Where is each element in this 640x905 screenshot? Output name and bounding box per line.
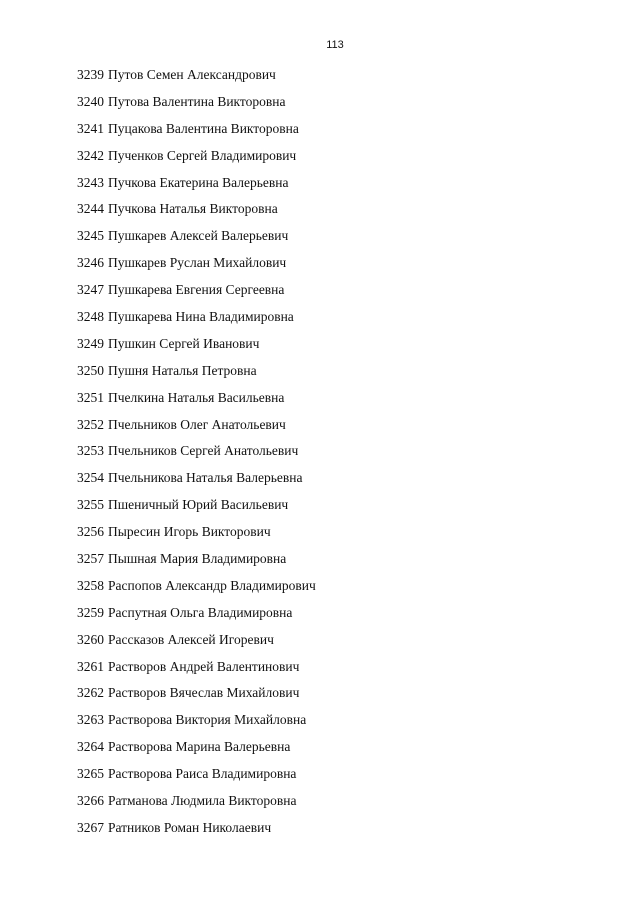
entry-name: Рассказов Алексей Игоревич <box>108 631 274 647</box>
entry-name: Пшеничный Юрий Васильевич <box>108 497 289 513</box>
list-item <box>77 791 316 818</box>
entry-name: Растворов Андрей Валентинович <box>108 658 300 674</box>
entry-number: 3247 <box>77 282 104 298</box>
entry-number: 3249 <box>77 335 104 351</box>
list-item <box>77 334 316 361</box>
entry-name: Пушкарев Алексей Валерьевич <box>108 228 289 244</box>
list-item <box>77 549 316 576</box>
entry-number: 3257 <box>77 551 104 567</box>
list-item <box>77 253 316 280</box>
entry-name: Пушкарев Руслан Михайлович <box>108 255 287 271</box>
list-item <box>77 173 316 200</box>
entry-number: 3242 <box>77 147 104 163</box>
list-item <box>77 199 316 226</box>
list-item <box>77 818 316 845</box>
entry-number: 3254 <box>77 470 104 486</box>
entry-name: Распопов Александр Владимирович <box>108 577 316 593</box>
entry-name: Пчелкина Наталья Васильевна <box>108 389 285 405</box>
list-item <box>77 441 316 468</box>
list-item <box>77 576 316 603</box>
entry-name: Растворова Виктория Михайловна <box>108 712 307 728</box>
entry-number: 3258 <box>77 577 104 593</box>
list-item <box>77 630 316 657</box>
list-item <box>77 683 316 710</box>
entry-number: 3245 <box>77 228 104 244</box>
list-item <box>77 603 316 630</box>
list-item <box>77 737 316 764</box>
entry-number: 3252 <box>77 416 104 432</box>
list-item <box>77 65 316 92</box>
entry-number: 3250 <box>77 362 104 378</box>
list-item <box>77 710 316 737</box>
entry-number: 3264 <box>77 739 104 755</box>
list-item <box>77 307 316 334</box>
entry-name: Пчельникова Наталья Валерьевна <box>108 470 303 486</box>
list-item <box>77 146 316 173</box>
entry-name: Пчельников Сергей Анатольевич <box>108 443 299 459</box>
list-item <box>77 522 316 549</box>
entry-number: 3265 <box>77 766 104 782</box>
list-item <box>77 468 316 495</box>
list-item <box>77 657 316 684</box>
entry-name: Путов Семен Александрович <box>108 67 276 82</box>
entry-name: Пыресин Игорь Викторович <box>108 524 271 540</box>
entry-name: Пушкарева Нина Владимировна <box>108 309 294 325</box>
entry-number: 3263 <box>77 712 104 728</box>
entry-number: 3241 <box>77 120 104 136</box>
list-item <box>77 415 316 442</box>
list-item <box>77 92 316 119</box>
entry-number: 3248 <box>77 309 104 325</box>
entry-name: Пученков Сергей Владимирович <box>108 147 297 163</box>
entry-name: Пчельников Олег Анатольевич <box>108 416 286 432</box>
entry-number: 3259 <box>77 604 104 620</box>
entry-number: 3267 <box>77 819 104 835</box>
entry-name: Пучкова Наталья Викторовна <box>108 201 278 217</box>
list-item <box>77 495 316 522</box>
entry-name: Пушня Наталья Петровна <box>108 362 257 378</box>
entry-name: Пушкин Сергей Иванович <box>108 335 260 351</box>
list-item <box>77 361 316 388</box>
entry-name: Пышная Мария Владимировна <box>108 551 287 567</box>
list-item <box>77 388 316 415</box>
entry-number: 3255 <box>77 497 104 513</box>
entry-number: 3253 <box>77 443 104 459</box>
entry-name: Растворов Вячеслав Михайлович <box>108 685 300 701</box>
entry-name: Распутная Ольга Владимировна <box>108 604 293 620</box>
entry-name: Путова Валентина Викторовна <box>108 93 286 109</box>
page-number: 113 <box>326 39 344 51</box>
entry-number: 3244 <box>77 201 104 217</box>
entry-number: 3251 <box>77 389 104 405</box>
list-item <box>77 764 316 791</box>
entry-number: 3261 <box>77 658 104 674</box>
list-item <box>77 280 316 307</box>
entry-name: Растворова Раиса Владимировна <box>108 766 297 782</box>
entry-number: 3246 <box>77 255 104 271</box>
list-item <box>77 226 316 253</box>
entry-number: 3262 <box>77 685 104 701</box>
entry-number: 3266 <box>77 793 104 809</box>
entry-number: 3243 <box>77 174 104 190</box>
list-item <box>77 119 316 146</box>
entry-number: 3260 <box>77 631 104 647</box>
entry-name: Ратманова Людмила Викторовна <box>108 793 297 809</box>
entry-name: Растворова Марина Валерьевна <box>108 739 291 755</box>
entry-number: 3240 <box>77 93 104 109</box>
entry-name: Пучкова Екатерина Валерьевна <box>108 174 289 190</box>
entry-name: Пушкарева Евгения Сергеевна <box>108 282 285 298</box>
name-list <box>77 65 316 845</box>
entry-number: 3239 <box>77 67 104 82</box>
entry-name: Пуцакова Валентина Викторовна <box>108 120 299 136</box>
entry-number: 3256 <box>77 524 104 540</box>
entry-name: Ратников Роман Николаевич <box>108 819 272 835</box>
